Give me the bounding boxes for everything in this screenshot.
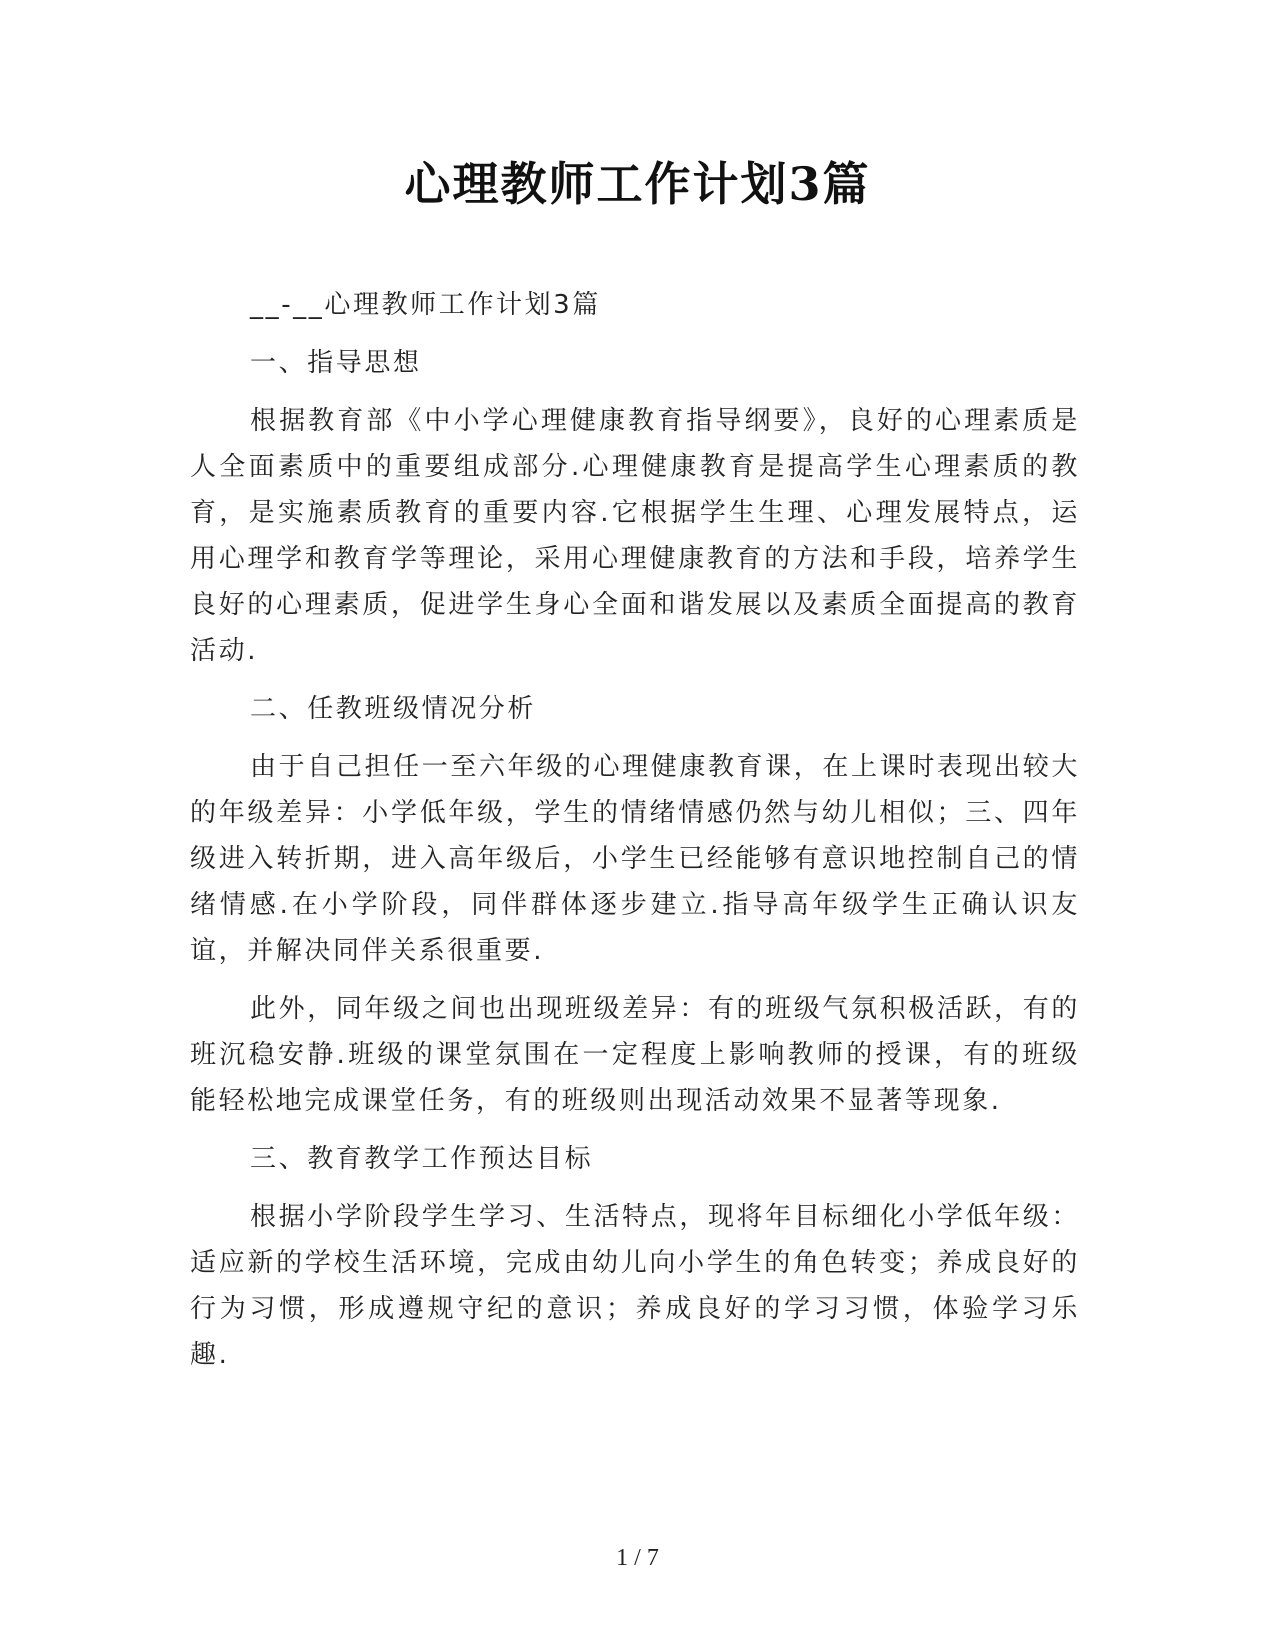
section-heading: 二、任教班级情况分析 bbox=[250, 694, 537, 724]
page-number: 1 / 7 bbox=[616, 1545, 659, 1571]
section-heading: 一、指导思想 bbox=[250, 348, 422, 378]
section-paragraph: 根据教育部《中小学心理健康教育指导纲要》，良好的心理素质是人全面素质中的重要组成部分.心理健康教育是提高学生心理素质的教育，是实施素质教育的重要内容.它根据学生生理、心理发展特点，运用心理学和教育学等理论，采用心理健康教育的方法和手段，培养学生良好的心理素质，促进学生身心全面和谐发展以及素质全面提高的教育活动. bbox=[190, 406, 1080, 666]
section-paragraph: 此外，同年级之间也出现班级差异：有的班级气氛积极活跃，有的班沉稳安静.班级的课堂氛围在一定程度上影响教师的授课，有的班级能轻松地完成课堂任务，有的班级则出现活动效果不显著等现象. bbox=[190, 994, 1080, 1116]
section-paragraph: 根据小学阶段学生学习、生活特点，现将年目标细化小学低年级：适应新的学校生活环境，完成由幼儿向小学生的角色转变；养成良好的行为习惯，形成遵规守纪的意识；养成良好的学习习惯，体验学习乐趣. bbox=[190, 1202, 1080, 1370]
section-heading: 三、教育教学工作预达目标 bbox=[250, 1144, 594, 1174]
document-title: 心理教师工作计划3篇 bbox=[404, 157, 871, 211]
document-body bbox=[190, 282, 1080, 1390]
section-paragraph: 由于自己担任一至六年级的心理健康教育课，在上课时表现出较大的年级差异：小学低年级，学生的情绪情感仍然与幼儿相似；三、四年级进入转折期，进入高年级后，小学生已经能够有意识地控制自己的情绪情感.在小学阶段，同伴群体逐步建立.指导高年级学生正确认识友谊，并解决同伴关系很重要. bbox=[190, 752, 1080, 966]
document-subtitle: __-__心理教师工作计划3篇 bbox=[250, 290, 601, 320]
